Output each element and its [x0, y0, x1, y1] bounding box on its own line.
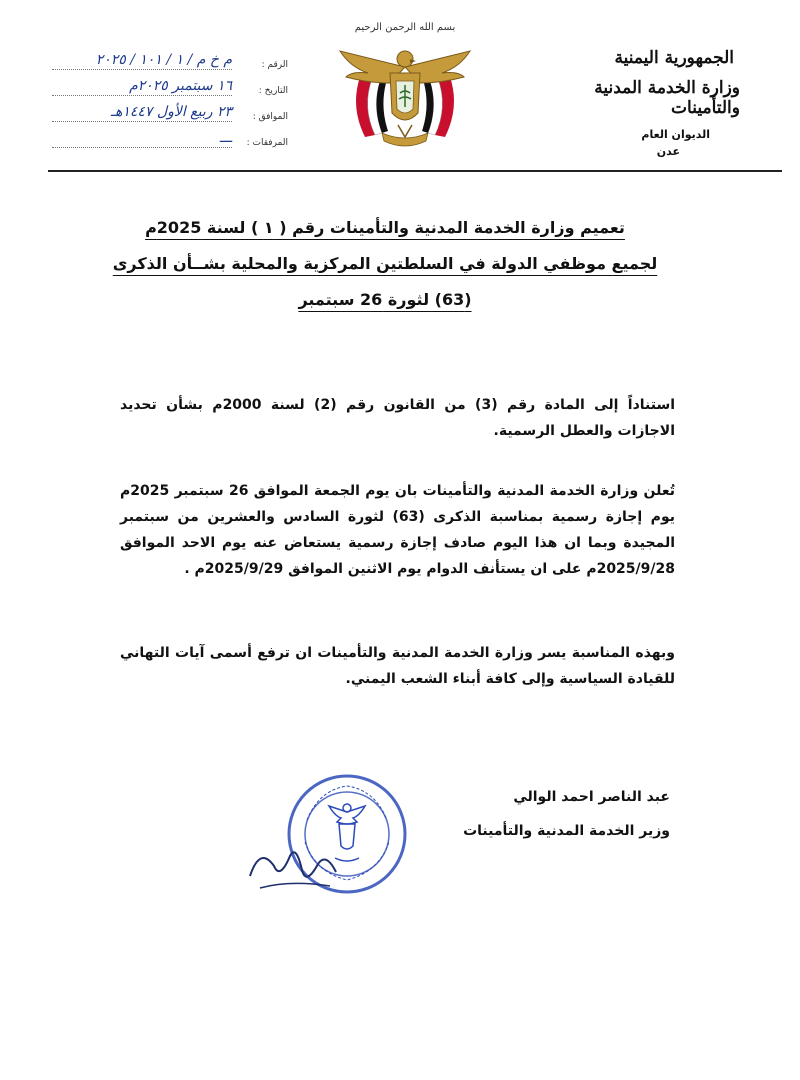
basmala: بسم الله الرحمن الرحيم [354, 22, 456, 33]
letterhead-center [310, 22, 500, 157]
hijri-date-value: ٢٣ ربيع الأول ١٤٤٧هـ [52, 104, 232, 122]
hijri-date-row [48, 96, 288, 122]
office-name: الديوان العام [641, 128, 710, 141]
reference-block [48, 44, 288, 148]
title-line-1: تعميم وزارة الخدمة المدنية والتأمينات رقم ( ١ ) لسنة 2025م [145, 218, 625, 237]
handwritten-signature-icon [240, 836, 360, 896]
header-divider [48, 170, 782, 172]
title-line-2: لجميع موظفي الدولة في السلطتين المركزية والمحلية بشــأن الذكرى [112, 254, 658, 273]
signatory-title: وزير الخدمة المدنية والتأمينات [463, 823, 670, 839]
ministry-name: وزارة الخدمة المدنية والتأمينات [594, 78, 740, 118]
date-value: ١٦ سبتمبر ٢٠٢٥م [52, 78, 232, 96]
title-line-3: (63) لثورة 26 سبتمبر [298, 290, 472, 309]
attachments-row [48, 122, 288, 148]
attachments-label: المرفقات : [246, 138, 288, 148]
date-label: التاريخ : [258, 86, 288, 96]
country-name: الجمهورية اليمنية [614, 48, 734, 68]
republic-emblem-icon [320, 37, 490, 157]
reference-number-value: م خ م / ١ / ١٠١ / ٢٠٢٥ [52, 52, 232, 70]
paragraph-congratulations: وبهذه المناسبة يسر وزارة الخدمة المدنية والتأمينات ان ترفع أسمى آيات التهاني للقيادة السياسية وإلى كافة أبناء الشعب اليمني. [120, 645, 675, 687]
hijri-date-label: الموافق : [252, 112, 288, 122]
circular-title [110, 210, 660, 318]
signature-block [420, 780, 670, 848]
paragraph-announcement: تُعلن وزارة الخدمة المدنية والتأمينات بان يوم الجمعة الموافق 26 سبتمبر 2025م يوم إجازة رسمية بمناسبة الذكرى (63) لثورة السادس والعشرين من سبتمبر المجيدة وبما ان هذا اليوم صادف إجازة رسمية يستعاض عنه يوم الاحد الموافق 2025/9/28م على ان يستأنف الدوام يوم الاثنين الموافق 2025/9/29م . [120, 483, 675, 577]
paragraph-legal-basis: استناداً إلى المادة رقم (3) من القانون رقم (2) لسنة 2000م بشأن تحديد الاجازات والعطل الرسمية. [120, 397, 676, 439]
reference-number-row [48, 44, 288, 70]
signatory-name: عبد الناصر احمد الوالي [513, 789, 670, 805]
city-name: عدن [656, 145, 680, 158]
date-row [48, 70, 288, 96]
attachments-value: ـــ [52, 130, 232, 148]
reference-number-label: الرقم : [261, 60, 288, 70]
letterhead-right [540, 48, 740, 158]
